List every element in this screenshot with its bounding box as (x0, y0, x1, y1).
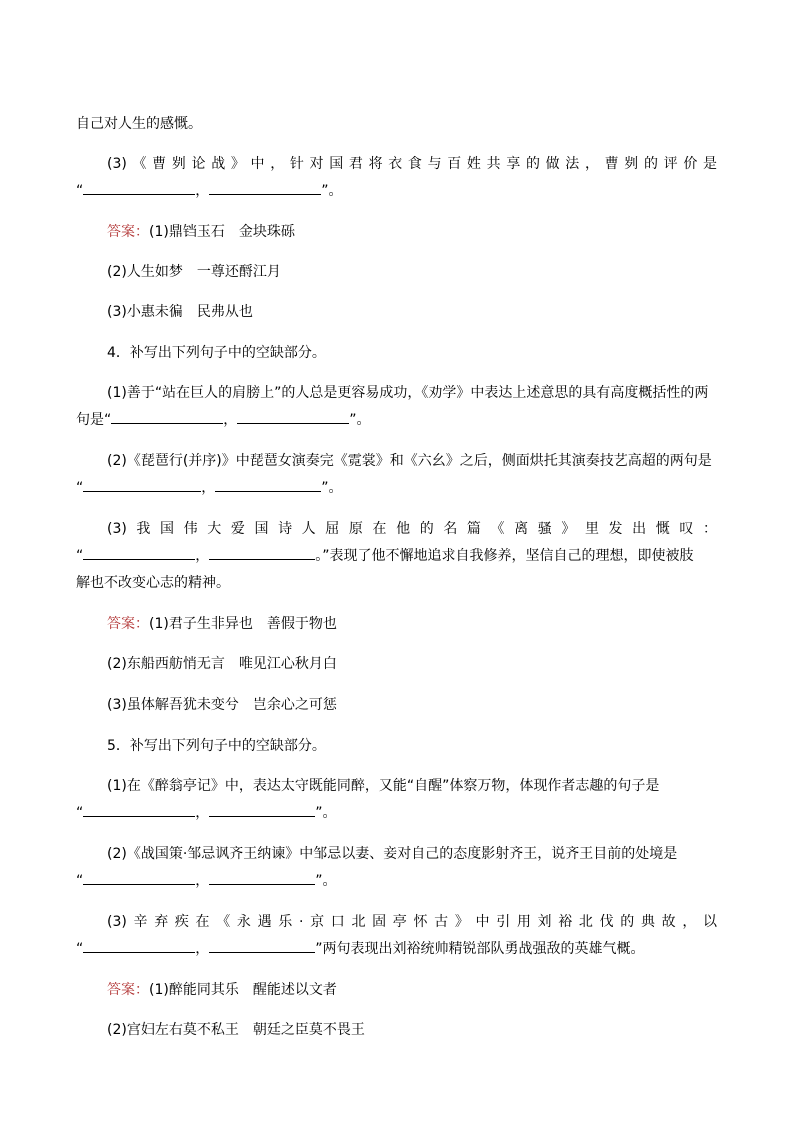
question-5-1-prompt: (1)在《醉翁亭记》中，表达太守既能同醉，又能“自醒”体察万物，体现作者志趣的句子是 (107, 778, 660, 794)
answer-line: 答案：(1)君子生非异也 善假于物也 (107, 616, 337, 632)
blank (83, 872, 195, 885)
blank (83, 479, 201, 492)
blank (83, 940, 195, 953)
blank (209, 182, 321, 195)
answer-label: 答案： (107, 616, 149, 632)
answer-label: 答案： (107, 982, 149, 998)
question-3-prompt: (3)《曹刿论战》中，针对国君将衣食与百姓共享的做法，曹刿的评价是 (107, 156, 717, 172)
answer-label: 答案： (107, 224, 149, 240)
blank (209, 547, 315, 560)
question-4-3-prompt: (3)我国伟大爱国诗人屈原在他的名篇《离骚》里发出慨叹： (107, 521, 717, 537)
question-5-3-prompt: (3)辛弃疾在《永遇乐·京口北固亭怀古》中引用刘裕北伐的典故，以 (107, 914, 717, 930)
answer-line: 答案：(1)醉能同其乐 醒能述以文者 (107, 982, 337, 998)
blank (215, 479, 321, 492)
blank (209, 804, 315, 817)
blank (111, 411, 223, 424)
answer-line: (2)东船西舫悄无言 唯见江心秋月白 (107, 656, 337, 672)
question-4-1-prompt: (1)善于“站在巨人的肩膀上”的人总是更容易成功，《劝学》中表达上述意思的具有高度概括性的两 (107, 385, 709, 401)
blank (83, 547, 195, 560)
answer-line: (2)人生如梦 一尊还酹江月 (107, 264, 281, 280)
answer-line: 答案：(1)鼎铛玉石 金块珠砾 (107, 224, 295, 240)
question-4-1-blanks: 句是“ ， ”。 (76, 412, 371, 428)
question-5-2-prompt: (2)《战国策·邹忌讽齐王纳谏》中邹忌以妻、妾对自己的态度影射齐王，说齐王目前的处境是 (107, 846, 678, 862)
question-5-2-blanks: “ ， ”。 (76, 873, 337, 889)
answer-line: (3)小惠未徧 民弗从也 (107, 304, 253, 320)
question-3-blanks: “ ， ”。 (76, 183, 343, 199)
blank (209, 940, 315, 953)
paragraph-line: 自己对人生的感慨。 (76, 116, 202, 132)
question-4-2-blanks: “ ， ”。 (76, 480, 343, 496)
blank (83, 804, 195, 817)
question-5-1-blanks: “ ， ”。 (76, 805, 337, 821)
blank (237, 411, 349, 424)
question-5-heading: 5．补写出下列句子中的空缺部分。 (107, 738, 326, 754)
blank (83, 182, 195, 195)
question-4-3-blanks: “ ， 。”表现了他不懈地追求自我修养，坚信自己的理想，即使被肢 (76, 548, 694, 564)
question-5-3-blanks: “ ， ”两句表现出刘裕统帅精锐部队勇战强敌的英雄气概。 (76, 941, 645, 957)
question-4-2-prompt: (2)《琵琶行(并序)》中琵琶女演奏完《霓裳》和《六幺》之后，侧面烘托其演奏技艺高超的两句是 (107, 453, 712, 469)
answer-line: (3)虽体解吾犹未变兮 岂余心之可惩 (107, 697, 337, 713)
question-4-heading: 4．补写出下列句子中的空缺部分。 (107, 345, 326, 361)
blank (209, 872, 315, 885)
question-4-3-continuation: 解也不改变心志的精神。 (76, 575, 230, 591)
answer-line: (2)宫妇左右莫不私王 朝廷之臣莫不畏王 (107, 1022, 365, 1038)
